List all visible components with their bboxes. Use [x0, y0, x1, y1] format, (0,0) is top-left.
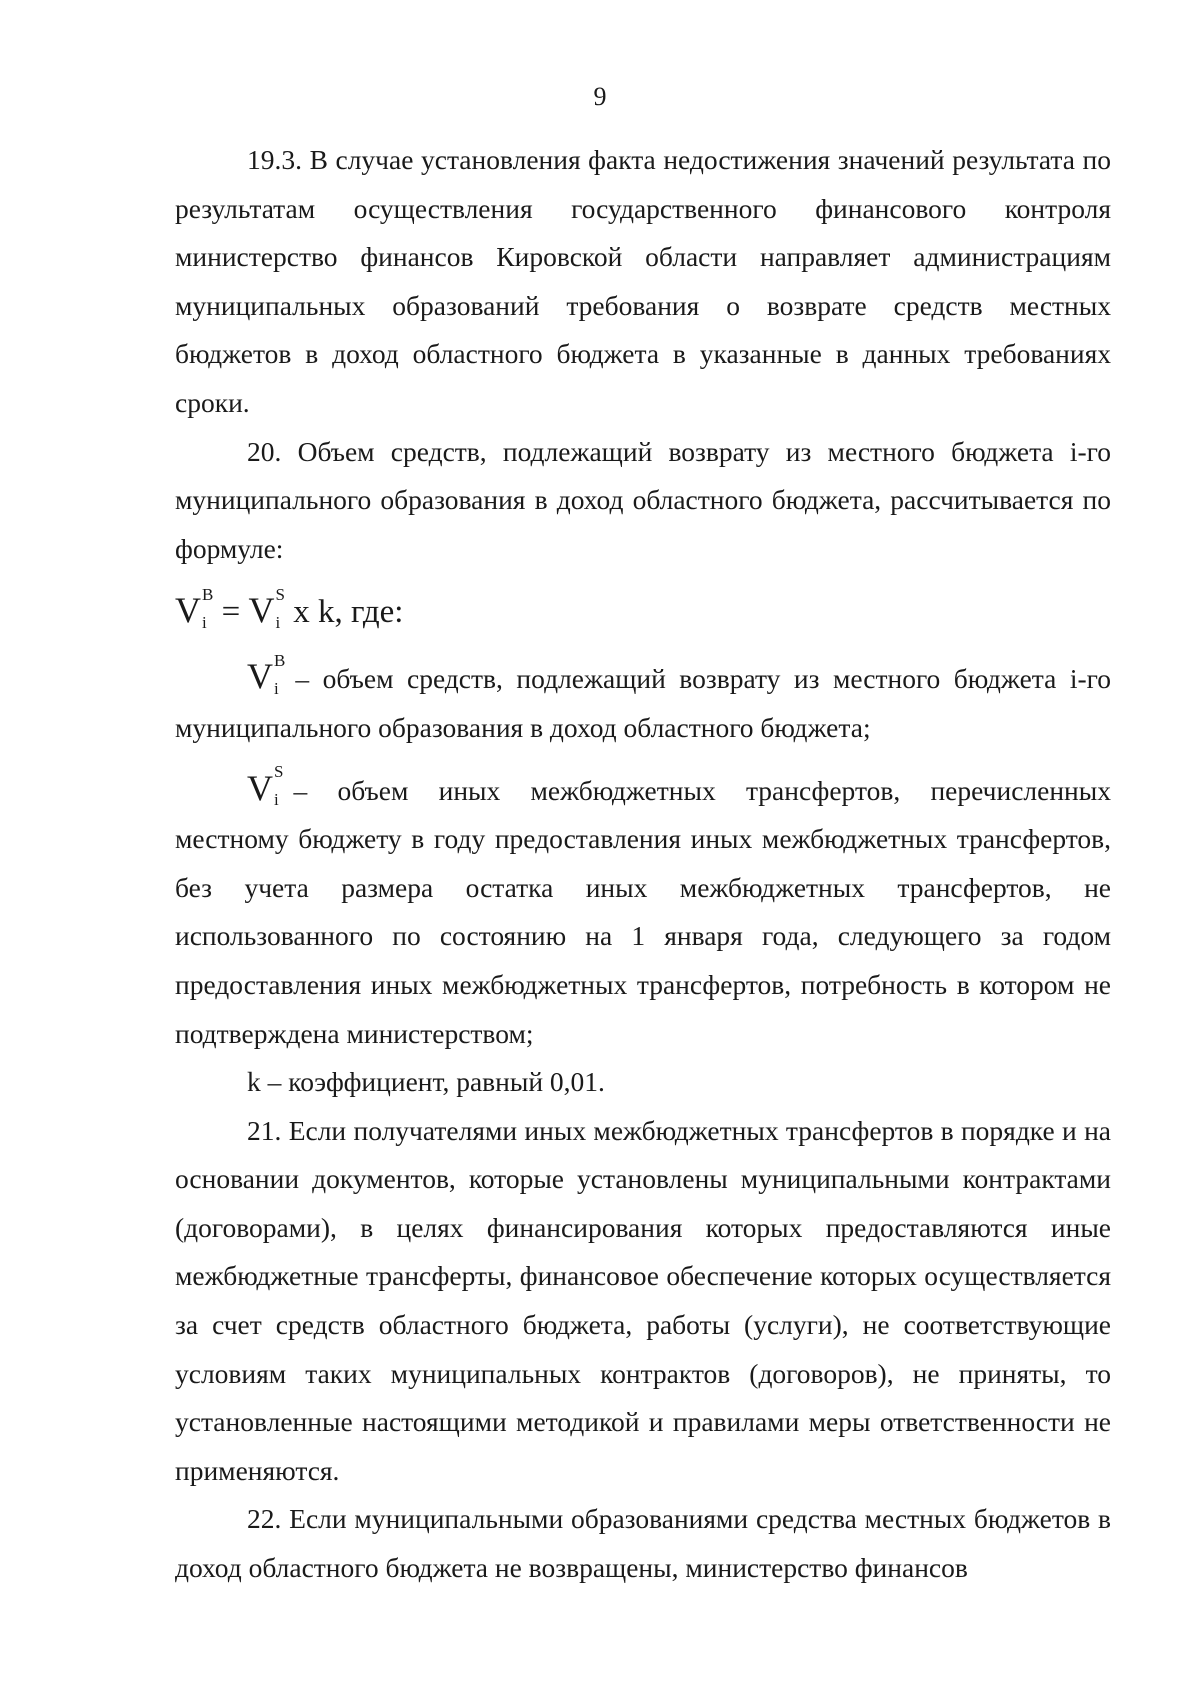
definition-vb-indices [274, 651, 286, 699]
formula-rhs [248, 585, 285, 633]
formula-lhs-sup: B [202, 585, 214, 605]
document-body [175, 136, 1111, 1593]
formula-rhs-sub: i [275, 613, 281, 633]
paragraph-19-3: 19.3. В случае установления факта недостижения значений результата по результатам осуществления государственного финансового контроля министерство финансов Кировской области направляет администрациям муниципальных образований требования о возврате средств местных бюджетов в доход областного бюджета в указанные в данных требованиях сроки. [175, 144, 1111, 418]
formula-lhs-indices [202, 585, 214, 633]
paragraph-22: 22. Если муниципальными образованиями средства местных бюджетов в доход областного бюджета не возвращены, министерство финансов [175, 1503, 1111, 1584]
definition-k: k – коэффициент, равный 0,01. [247, 1066, 605, 1098]
definition-vb-sub: i [274, 679, 279, 699]
definition-vb-symbol [247, 651, 286, 699]
formula-lhs-base: V [175, 590, 201, 631]
definition-vs-base: V [247, 767, 273, 808]
formula-rhs-base: V [248, 590, 275, 631]
definition-vs-indices [274, 762, 284, 810]
paragraph-21: 21. Если получателями иных межбюджетных трансфертов в порядке и на основании документов, которые установлены муниципальными контрактами (договорами), в целях финансирования которых предоставляются иные межбюджетные трансферты, финансовое обеспечение которых осуществляется за счет средств областного бюджета, работы (услуги), не соответствующие условиям таких муниципальных контрактов (договоров), не приняты, то установленные настоящими методикой и правилами меры ответственности не применяются. [175, 1114, 1111, 1486]
page-number: 9 [593, 82, 607, 111]
formula-lhs [175, 585, 214, 633]
formula-rhs-sup: S [275, 585, 285, 605]
definition-vb-text: – объем средств, подлежащий возврату из местного бюджета i-го муниципального образования в доход областного бюджета; [175, 663, 1111, 743]
formula-lhs-sub: i [202, 613, 207, 633]
definition-vb [175, 651, 1111, 752]
formula-rhs-indices [275, 585, 285, 633]
definition-vb-sup: B [274, 651, 286, 671]
definition-vs-text: – объем иных межбюджетных трансфертов, перечисленных местному бюджету в году предоставления иных межбюджетных трансфертов, без учета размера остатка иных межбюджетных трансфертов, не использованного по состоянию на 1 января года, следующего за годом предоставления иных межбюджетных трансфертов, потребность в котором не подтверждена министерством; [175, 774, 1111, 1049]
formula-equals: = [221, 594, 241, 631]
definition-vs [175, 762, 1111, 1059]
definition-vs-symbol [247, 762, 284, 810]
formula-rest: x k, где: [293, 594, 404, 631]
paragraph-20: 20. Объем средств, подлежащий возврату из местного бюджета i-го муниципального образования в доход областного бюджета, рассчитывается по формуле: [175, 435, 1111, 564]
definition-vs-sup: S [274, 762, 284, 782]
definition-vs-sub: i [274, 790, 279, 810]
formula [175, 583, 1111, 641]
definition-vb-base: V [247, 656, 273, 697]
